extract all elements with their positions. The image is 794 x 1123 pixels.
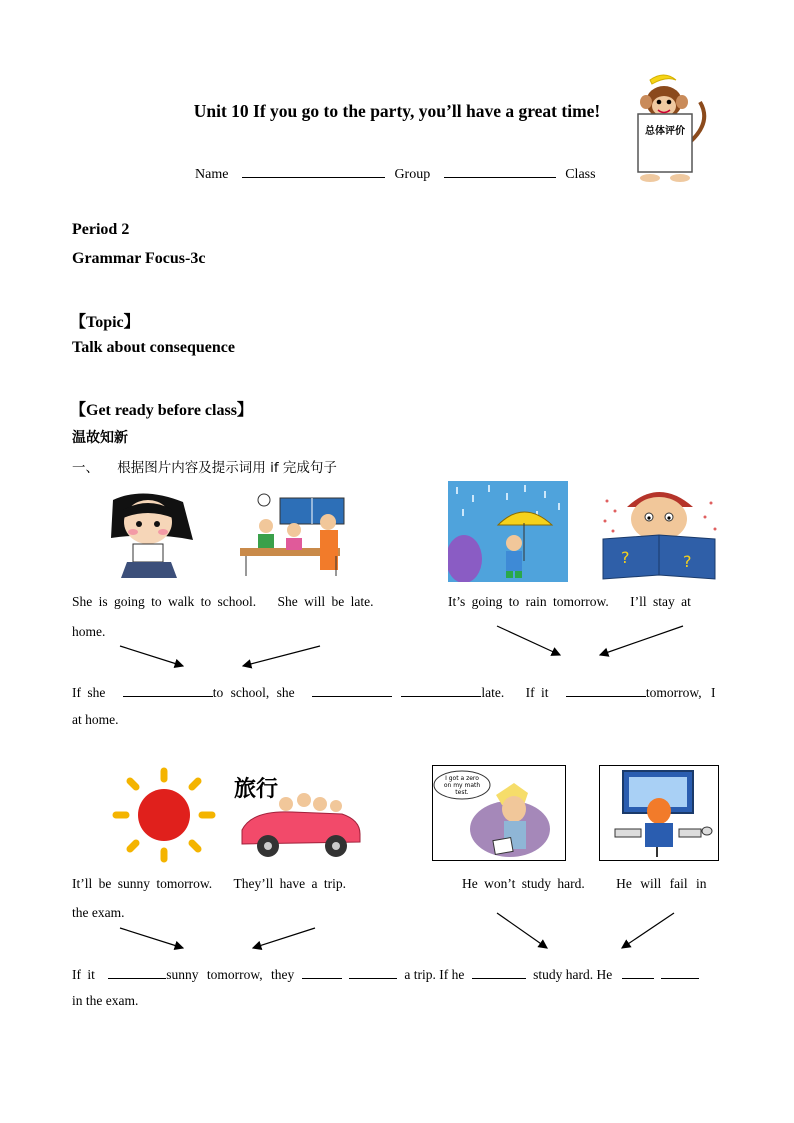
bubble-line-2: on my math <box>443 782 481 789</box>
blank-4[interactable] <box>566 682 646 697</box>
prompt-stay: I’ll stay at <box>630 594 691 609</box>
answer-line-2 <box>72 964 699 983</box>
prompt-row-2 <box>72 876 346 892</box>
car-sign-text: 旅行 <box>234 777 279 802</box>
task-instruction <box>72 456 337 476</box>
blank-3[interactable] <box>401 682 481 697</box>
task-prefix: 一、 <box>72 460 99 476</box>
topic-heading: 【Topic】 <box>70 314 140 331</box>
answer2-exam: in the exam. <box>72 993 139 1008</box>
prompt-row-1 <box>72 594 373 610</box>
answer-tomorrow-i: tomorrow, I <box>645 685 716 700</box>
car-trip-image <box>232 770 364 862</box>
blank-9[interactable] <box>622 964 654 979</box>
arrow-3 <box>497 626 560 655</box>
sun-image <box>108 765 218 863</box>
blank-10[interactable] <box>661 964 699 979</box>
arrow-1 <box>120 646 183 666</box>
group-field[interactable] <box>444 163 556 178</box>
answer2-trip: a trip. If he <box>404 967 465 982</box>
class-label: Class <box>565 167 596 182</box>
group-label: Group <box>394 167 431 182</box>
girl-walking-image <box>93 492 211 582</box>
arrow-2 <box>243 646 320 666</box>
answer-at-home: at home. <box>72 712 119 727</box>
arrow-6 <box>253 928 315 948</box>
blank-5[interactable] <box>108 964 166 979</box>
prompt-row-2b <box>462 876 706 892</box>
worksheet-title: Unit 10 If you go to the party, you’ll have a great time! <box>193 101 601 121</box>
prompt-fail: He will fail in <box>616 876 707 891</box>
name-label: Name <box>195 167 229 182</box>
arrow-8 <box>622 913 674 948</box>
prompt-exam-cont: the exam. <box>72 905 125 920</box>
answer-if-it: If it <box>525 685 549 700</box>
boy-computer-image <box>599 765 719 861</box>
prompt-row-1b <box>448 594 691 610</box>
prompt-study: He won’t study hard. <box>462 876 585 891</box>
answer2-study: study hard. He <box>533 967 613 982</box>
bubble-line-3: test. <box>455 789 469 796</box>
prompt-late: She will be late. <box>277 594 374 609</box>
review-heading: 温故知新 <box>72 430 128 446</box>
prompt-trip: They’ll have a trip. <box>233 876 346 891</box>
svg-text:?: ? <box>683 552 692 571</box>
student-info-line <box>195 163 596 183</box>
answer2-if-it: If it <box>72 967 95 982</box>
bubble-line-1: I got a zero <box>445 775 479 782</box>
late-classroom-image <box>236 492 354 582</box>
name-field[interactable] <box>242 163 385 178</box>
blank-6[interactable] <box>302 964 342 979</box>
prompt-sunny: It’ll be sunny tomorrow. <box>72 876 213 891</box>
monkey-evaluation-badge <box>630 72 712 184</box>
badge-label: 总体评价 <box>645 126 685 137</box>
answer2-sunny: sunny tomorrow, they <box>166 967 295 982</box>
prompt-home-cont: home. <box>72 624 106 639</box>
task-text: 根据图片内容及提示词用 if 完成句子 <box>117 460 337 476</box>
period-heading: Period 2 <box>72 221 130 238</box>
rain-umbrella-image <box>448 481 568 582</box>
arrow-5 <box>120 928 183 948</box>
boy-reading-image <box>597 481 721 582</box>
answer-line-1 <box>72 682 716 701</box>
answer-to-school: to school, she <box>212 685 295 700</box>
topic-text: Talk about consequence <box>72 339 235 356</box>
prompt-walk: She is going to walk to school. <box>72 594 257 609</box>
answer-if-she: If she <box>72 685 106 700</box>
blank-8[interactable] <box>472 964 526 979</box>
blank-7[interactable] <box>349 964 397 979</box>
blank-1[interactable] <box>123 682 213 697</box>
answer-late: late. <box>481 685 505 700</box>
zero-score-boy-image <box>432 765 566 861</box>
get-ready-heading: 【Get ready before class】 <box>70 402 253 419</box>
arrow-7 <box>497 913 547 948</box>
arrow-4 <box>600 626 683 655</box>
blank-2[interactable] <box>312 682 392 697</box>
section-heading: Grammar Focus-3c <box>72 250 206 267</box>
svg-text:?: ? <box>621 548 630 567</box>
prompt-rain: It’s going to rain tomorrow. <box>448 594 609 609</box>
